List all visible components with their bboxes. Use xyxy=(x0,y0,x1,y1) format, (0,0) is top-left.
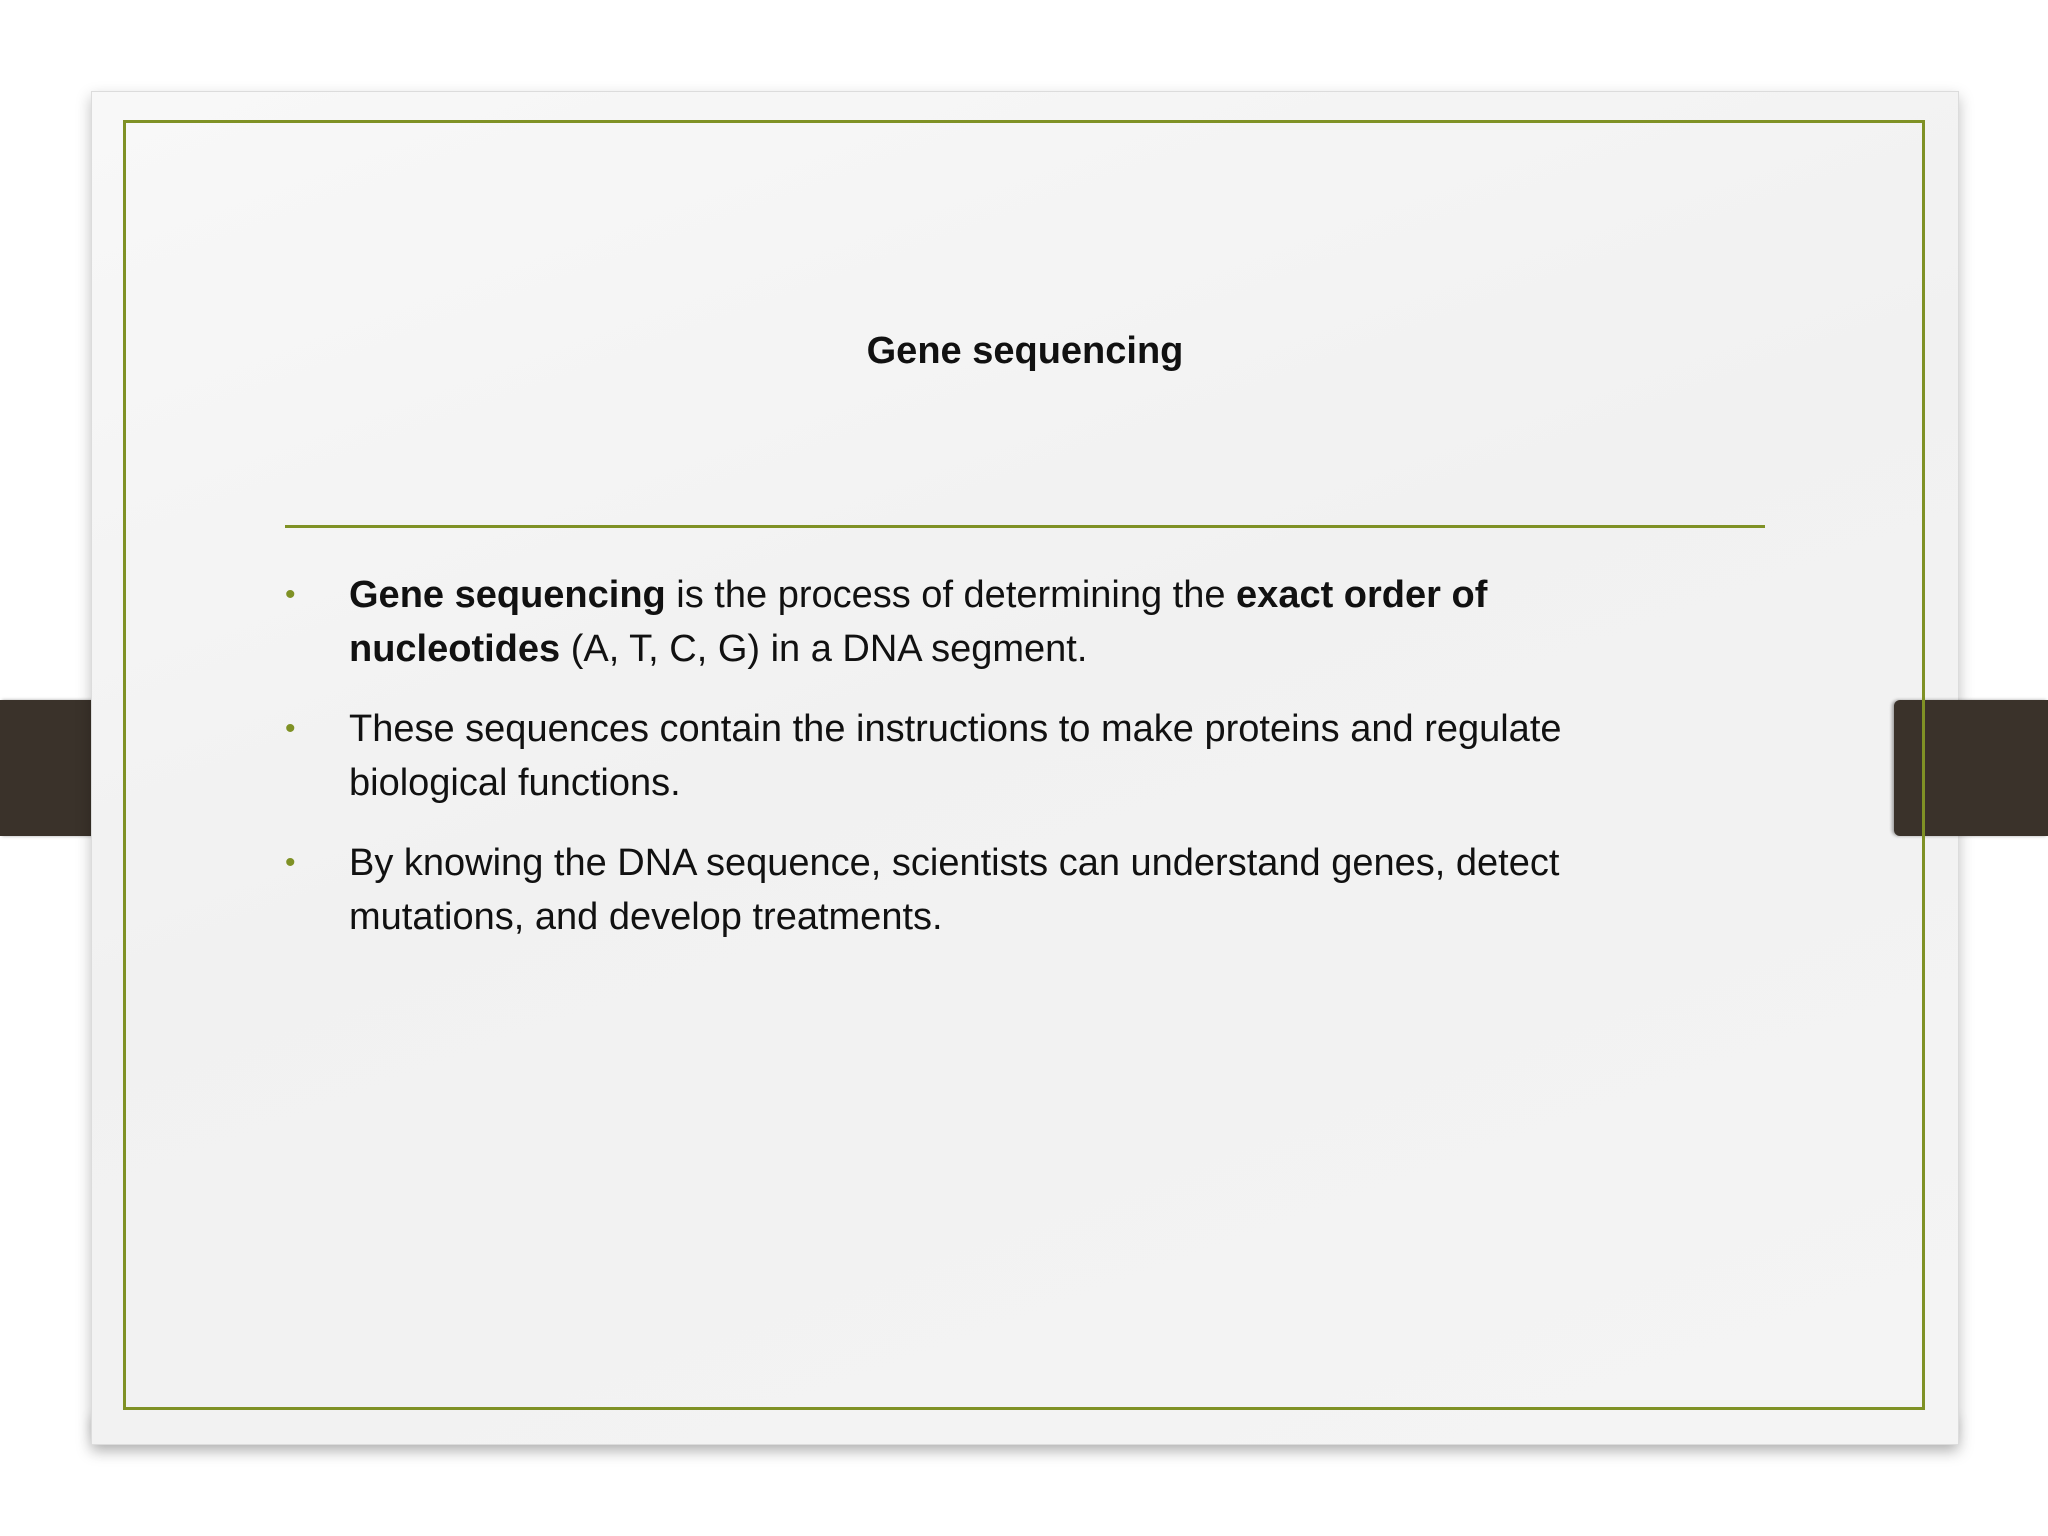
slide-title: Gene sequencing xyxy=(866,330,1184,372)
bullet-item-2 xyxy=(285,702,1705,810)
bullet-dot-icon: • xyxy=(285,578,296,611)
bullet-1-text-b: (A, T, C, G) in a DNA segment. xyxy=(560,628,1088,670)
bullet-1-term: Gene sequencing xyxy=(349,574,666,616)
bullet-1-emphasis: exact order of nucleotides xyxy=(349,574,1488,670)
bullet-dot-icon: • xyxy=(285,712,296,745)
bullet-3-text: By knowing the DNA sequence, scientists can understand genes, detect mutations, and develop treatments. xyxy=(349,842,1560,938)
bullet-2-text: These sequences contain the instructions to make proteins and regulate biological functions. xyxy=(349,708,1562,804)
title-divider xyxy=(285,525,1765,528)
bullet-item-1 xyxy=(285,568,1705,676)
bullet-item-3 xyxy=(285,836,1705,944)
bullet-1-text-a: is the process of determining the xyxy=(665,574,1237,616)
bullet-dot-icon: • xyxy=(285,846,296,879)
bullet-list xyxy=(285,568,1705,970)
